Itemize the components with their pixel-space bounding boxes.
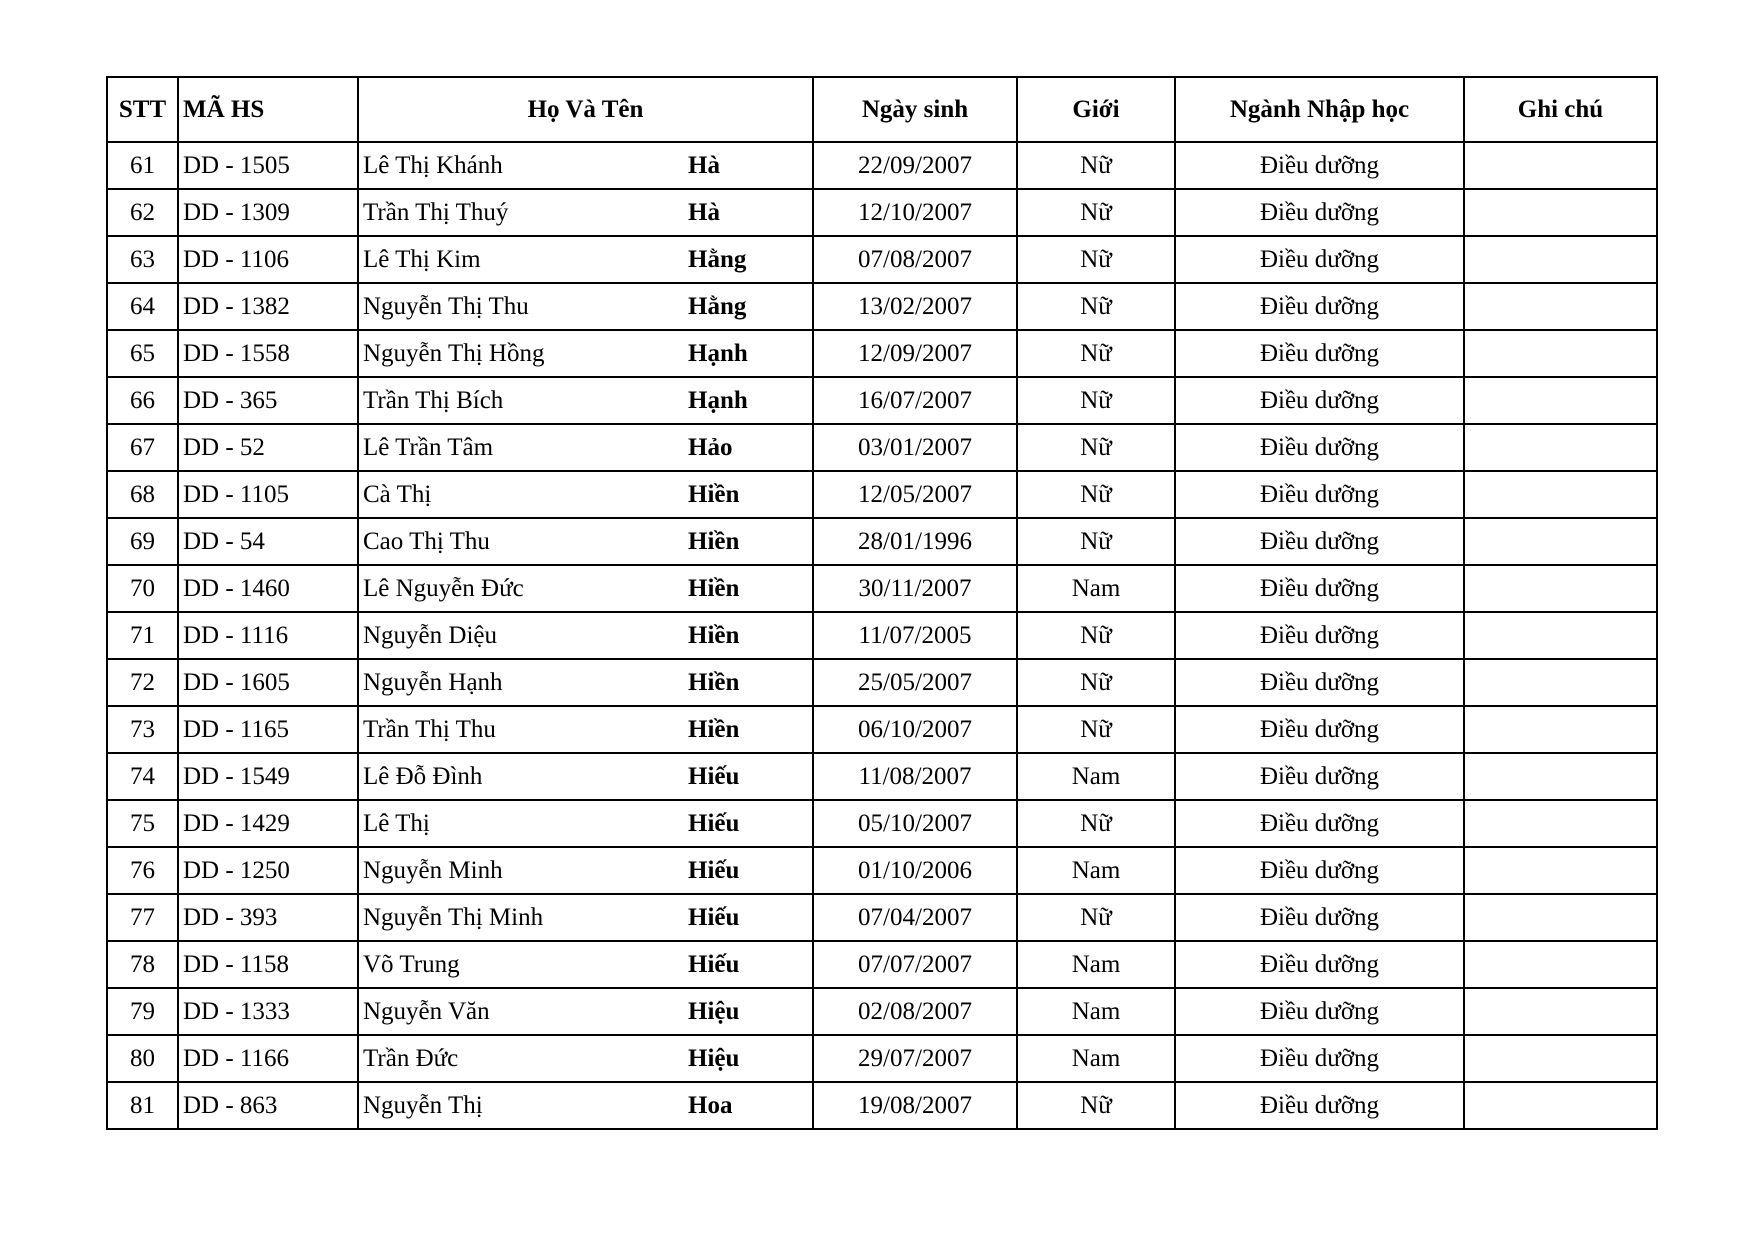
cell-student-code: DD - 863 [178, 1082, 358, 1129]
cell-given-name: Hiền [684, 518, 813, 565]
cell-major: Điều dưỡng [1175, 424, 1464, 471]
cell-note [1464, 988, 1657, 1035]
cell-surname-middle: Nguyễn Thị Minh [358, 894, 684, 941]
cell-major: Điều dưỡng [1175, 894, 1464, 941]
cell-given-name: Hạnh [684, 377, 813, 424]
table-row [107, 471, 1657, 518]
cell-surname-middle: Trần Thị Thuý [358, 189, 684, 236]
cell-stt: 79 [107, 988, 178, 1035]
cell-major: Điều dưỡng [1175, 988, 1464, 1035]
cell-date-of-birth: 11/08/2007 [813, 753, 1017, 800]
cell-student-code: DD - 1165 [178, 706, 358, 753]
cell-major: Điều dưỡng [1175, 1082, 1464, 1129]
header-name: Họ Và Tên [358, 77, 813, 142]
cell-stt: 80 [107, 1035, 178, 1082]
cell-note [1464, 659, 1657, 706]
cell-student-code: DD - 1333 [178, 988, 358, 1035]
cell-date-of-birth: 25/05/2007 [813, 659, 1017, 706]
cell-stt: 76 [107, 847, 178, 894]
cell-surname-middle: Cao Thị Thu [358, 518, 684, 565]
cell-date-of-birth: 11/07/2005 [813, 612, 1017, 659]
cell-date-of-birth: 12/10/2007 [813, 189, 1017, 236]
cell-note [1464, 142, 1657, 189]
cell-gender: Nữ [1017, 236, 1175, 283]
cell-student-code: DD - 1105 [178, 471, 358, 518]
table-row [107, 1082, 1657, 1129]
cell-gender: Nữ [1017, 659, 1175, 706]
cell-note [1464, 236, 1657, 283]
cell-note [1464, 189, 1657, 236]
cell-given-name: Hoa [684, 1082, 813, 1129]
cell-stt: 81 [107, 1082, 178, 1129]
cell-stt: 78 [107, 941, 178, 988]
cell-gender: Nữ [1017, 471, 1175, 518]
cell-student-code: DD - 52 [178, 424, 358, 471]
cell-surname-middle: Nguyễn Thị Thu [358, 283, 684, 330]
table-row [107, 659, 1657, 706]
cell-major: Điều dưỡng [1175, 1035, 1464, 1082]
cell-note [1464, 518, 1657, 565]
cell-date-of-birth: 01/10/2006 [813, 847, 1017, 894]
cell-surname-middle: Võ Trung [358, 941, 684, 988]
cell-note [1464, 847, 1657, 894]
table-body [107, 142, 1657, 1129]
cell-note [1464, 894, 1657, 941]
cell-student-code: DD - 54 [178, 518, 358, 565]
cell-date-of-birth: 28/01/1996 [813, 518, 1017, 565]
cell-stt: 64 [107, 283, 178, 330]
cell-surname-middle: Nguyễn Minh [358, 847, 684, 894]
cell-date-of-birth: 07/04/2007 [813, 894, 1017, 941]
cell-student-code: DD - 1460 [178, 565, 358, 612]
cell-date-of-birth: 19/08/2007 [813, 1082, 1017, 1129]
cell-note [1464, 424, 1657, 471]
cell-stt: 71 [107, 612, 178, 659]
cell-given-name: Hảo [684, 424, 813, 471]
cell-gender: Nữ [1017, 1082, 1175, 1129]
cell-student-code: DD - 365 [178, 377, 358, 424]
cell-student-code: DD - 1429 [178, 800, 358, 847]
cell-date-of-birth: 22/09/2007 [813, 142, 1017, 189]
table-row [107, 236, 1657, 283]
cell-date-of-birth: 30/11/2007 [813, 565, 1017, 612]
cell-stt: 74 [107, 753, 178, 800]
cell-student-code: DD - 1116 [178, 612, 358, 659]
cell-major: Điều dưỡng [1175, 471, 1464, 518]
table-header-row [107, 77, 1657, 142]
cell-major: Điều dưỡng [1175, 659, 1464, 706]
table-row [107, 283, 1657, 330]
header-note: Ghi chú [1464, 77, 1657, 142]
cell-note [1464, 377, 1657, 424]
table-row [107, 518, 1657, 565]
table-row [107, 424, 1657, 471]
cell-major: Điều dưỡng [1175, 941, 1464, 988]
header-stt: STT [107, 77, 178, 142]
cell-gender: Nam [1017, 1035, 1175, 1082]
cell-given-name: Hằng [684, 236, 813, 283]
cell-student-code: DD - 1605 [178, 659, 358, 706]
cell-surname-middle: Nguyễn Thị [358, 1082, 684, 1129]
cell-gender: Nam [1017, 988, 1175, 1035]
cell-stt: 69 [107, 518, 178, 565]
cell-note [1464, 753, 1657, 800]
cell-surname-middle: Lê Nguyễn Đức [358, 565, 684, 612]
cell-major: Điều dưỡng [1175, 753, 1464, 800]
cell-major: Điều dưỡng [1175, 565, 1464, 612]
cell-note [1464, 800, 1657, 847]
table-row [107, 612, 1657, 659]
cell-gender: Nữ [1017, 706, 1175, 753]
cell-given-name: Hiệu [684, 988, 813, 1035]
cell-note [1464, 565, 1657, 612]
cell-given-name: Hiền [684, 565, 813, 612]
cell-major: Điều dưỡng [1175, 236, 1464, 283]
cell-surname-middle: Trần Thị Bích [358, 377, 684, 424]
cell-student-code: DD - 1549 [178, 753, 358, 800]
table-row [107, 330, 1657, 377]
cell-stt: 77 [107, 894, 178, 941]
cell-gender: Nữ [1017, 283, 1175, 330]
cell-student-code: DD - 1505 [178, 142, 358, 189]
cell-gender: Nữ [1017, 330, 1175, 377]
cell-major: Điều dưỡng [1175, 847, 1464, 894]
header-code: MÃ HS [178, 77, 358, 142]
cell-stt: 67 [107, 424, 178, 471]
cell-surname-middle: Lê Thị Khánh [358, 142, 684, 189]
cell-gender: Nữ [1017, 189, 1175, 236]
cell-major: Điều dưỡng [1175, 706, 1464, 753]
cell-date-of-birth: 02/08/2007 [813, 988, 1017, 1035]
student-table [106, 76, 1658, 1130]
cell-surname-middle: Lê Thị [358, 800, 684, 847]
cell-major: Điều dưỡng [1175, 800, 1464, 847]
cell-student-code: DD - 1106 [178, 236, 358, 283]
cell-gender: Nam [1017, 847, 1175, 894]
cell-date-of-birth: 12/09/2007 [813, 330, 1017, 377]
cell-given-name: Hiền [684, 612, 813, 659]
table-row [107, 189, 1657, 236]
header-dob: Ngày sinh [813, 77, 1017, 142]
cell-stt: 66 [107, 377, 178, 424]
table-row [107, 142, 1657, 189]
cell-major: Điều dưỡng [1175, 377, 1464, 424]
cell-student-code: DD - 1158 [178, 941, 358, 988]
cell-date-of-birth: 05/10/2007 [813, 800, 1017, 847]
cell-major: Điều dưỡng [1175, 142, 1464, 189]
table-row [107, 894, 1657, 941]
cell-date-of-birth: 06/10/2007 [813, 706, 1017, 753]
cell-note [1464, 1035, 1657, 1082]
table-row [107, 377, 1657, 424]
cell-given-name: Hà [684, 142, 813, 189]
cell-gender: Nữ [1017, 894, 1175, 941]
cell-major: Điều dưỡng [1175, 283, 1464, 330]
cell-given-name: Hiếu [684, 894, 813, 941]
cell-given-name: Hiền [684, 659, 813, 706]
cell-gender: Nữ [1017, 518, 1175, 565]
cell-given-name: Hiếu [684, 847, 813, 894]
cell-student-code: DD - 1382 [178, 283, 358, 330]
cell-note [1464, 471, 1657, 518]
cell-given-name: Hiếu [684, 753, 813, 800]
cell-stt: 62 [107, 189, 178, 236]
cell-surname-middle: Trần Đức [358, 1035, 684, 1082]
table-row [107, 988, 1657, 1035]
cell-date-of-birth: 07/08/2007 [813, 236, 1017, 283]
cell-surname-middle: Lê Thị Kim [358, 236, 684, 283]
table-row [107, 565, 1657, 612]
cell-gender: Nam [1017, 565, 1175, 612]
cell-given-name: Hiệu [684, 1035, 813, 1082]
table-row [107, 706, 1657, 753]
cell-surname-middle: Nguyễn Hạnh [358, 659, 684, 706]
cell-stt: 63 [107, 236, 178, 283]
cell-date-of-birth: 03/01/2007 [813, 424, 1017, 471]
cell-stt: 73 [107, 706, 178, 753]
cell-student-code: DD - 1250 [178, 847, 358, 894]
cell-gender: Nữ [1017, 377, 1175, 424]
cell-date-of-birth: 13/02/2007 [813, 283, 1017, 330]
table-row [107, 800, 1657, 847]
cell-stt: 72 [107, 659, 178, 706]
cell-given-name: Hiếu [684, 800, 813, 847]
cell-gender: Nam [1017, 941, 1175, 988]
cell-date-of-birth: 16/07/2007 [813, 377, 1017, 424]
cell-note [1464, 1082, 1657, 1129]
cell-stt: 75 [107, 800, 178, 847]
cell-student-code: DD - 1558 [178, 330, 358, 377]
cell-surname-middle: Cà Thị [358, 471, 684, 518]
cell-given-name: Hiền [684, 471, 813, 518]
cell-stt: 70 [107, 565, 178, 612]
cell-stt: 65 [107, 330, 178, 377]
cell-stt: 61 [107, 142, 178, 189]
cell-date-of-birth: 07/07/2007 [813, 941, 1017, 988]
table-row [107, 753, 1657, 800]
cell-date-of-birth: 29/07/2007 [813, 1035, 1017, 1082]
cell-major: Điều dưỡng [1175, 612, 1464, 659]
cell-given-name: Hiếu [684, 941, 813, 988]
header-major: Ngành Nhập học [1175, 77, 1464, 142]
cell-surname-middle: Trần Thị Thu [358, 706, 684, 753]
cell-surname-middle: Nguyễn Diệu [358, 612, 684, 659]
cell-stt: 68 [107, 471, 178, 518]
cell-note [1464, 941, 1657, 988]
cell-given-name: Hạnh [684, 330, 813, 377]
cell-note [1464, 612, 1657, 659]
table-row [107, 1035, 1657, 1082]
cell-note [1464, 283, 1657, 330]
table-row [107, 847, 1657, 894]
cell-gender: Nữ [1017, 424, 1175, 471]
cell-gender: Nam [1017, 753, 1175, 800]
cell-gender: Nữ [1017, 612, 1175, 659]
cell-student-code: DD - 393 [178, 894, 358, 941]
cell-surname-middle: Lê Trần Tâm [358, 424, 684, 471]
cell-note [1464, 706, 1657, 753]
cell-date-of-birth: 12/05/2007 [813, 471, 1017, 518]
cell-note [1464, 330, 1657, 377]
cell-surname-middle: Nguyễn Văn [358, 988, 684, 1035]
cell-given-name: Hằng [684, 283, 813, 330]
table-row [107, 941, 1657, 988]
cell-surname-middle: Lê Đỗ Đình [358, 753, 684, 800]
cell-gender: Nữ [1017, 800, 1175, 847]
cell-student-code: DD - 1309 [178, 189, 358, 236]
cell-gender: Nữ [1017, 142, 1175, 189]
cell-major: Điều dưỡng [1175, 330, 1464, 377]
cell-major: Điều dưỡng [1175, 518, 1464, 565]
cell-major: Điều dưỡng [1175, 189, 1464, 236]
cell-surname-middle: Nguyễn Thị Hồng [358, 330, 684, 377]
cell-given-name: Hà [684, 189, 813, 236]
cell-given-name: Hiền [684, 706, 813, 753]
cell-student-code: DD - 1166 [178, 1035, 358, 1082]
header-gender: Giới [1017, 77, 1175, 142]
